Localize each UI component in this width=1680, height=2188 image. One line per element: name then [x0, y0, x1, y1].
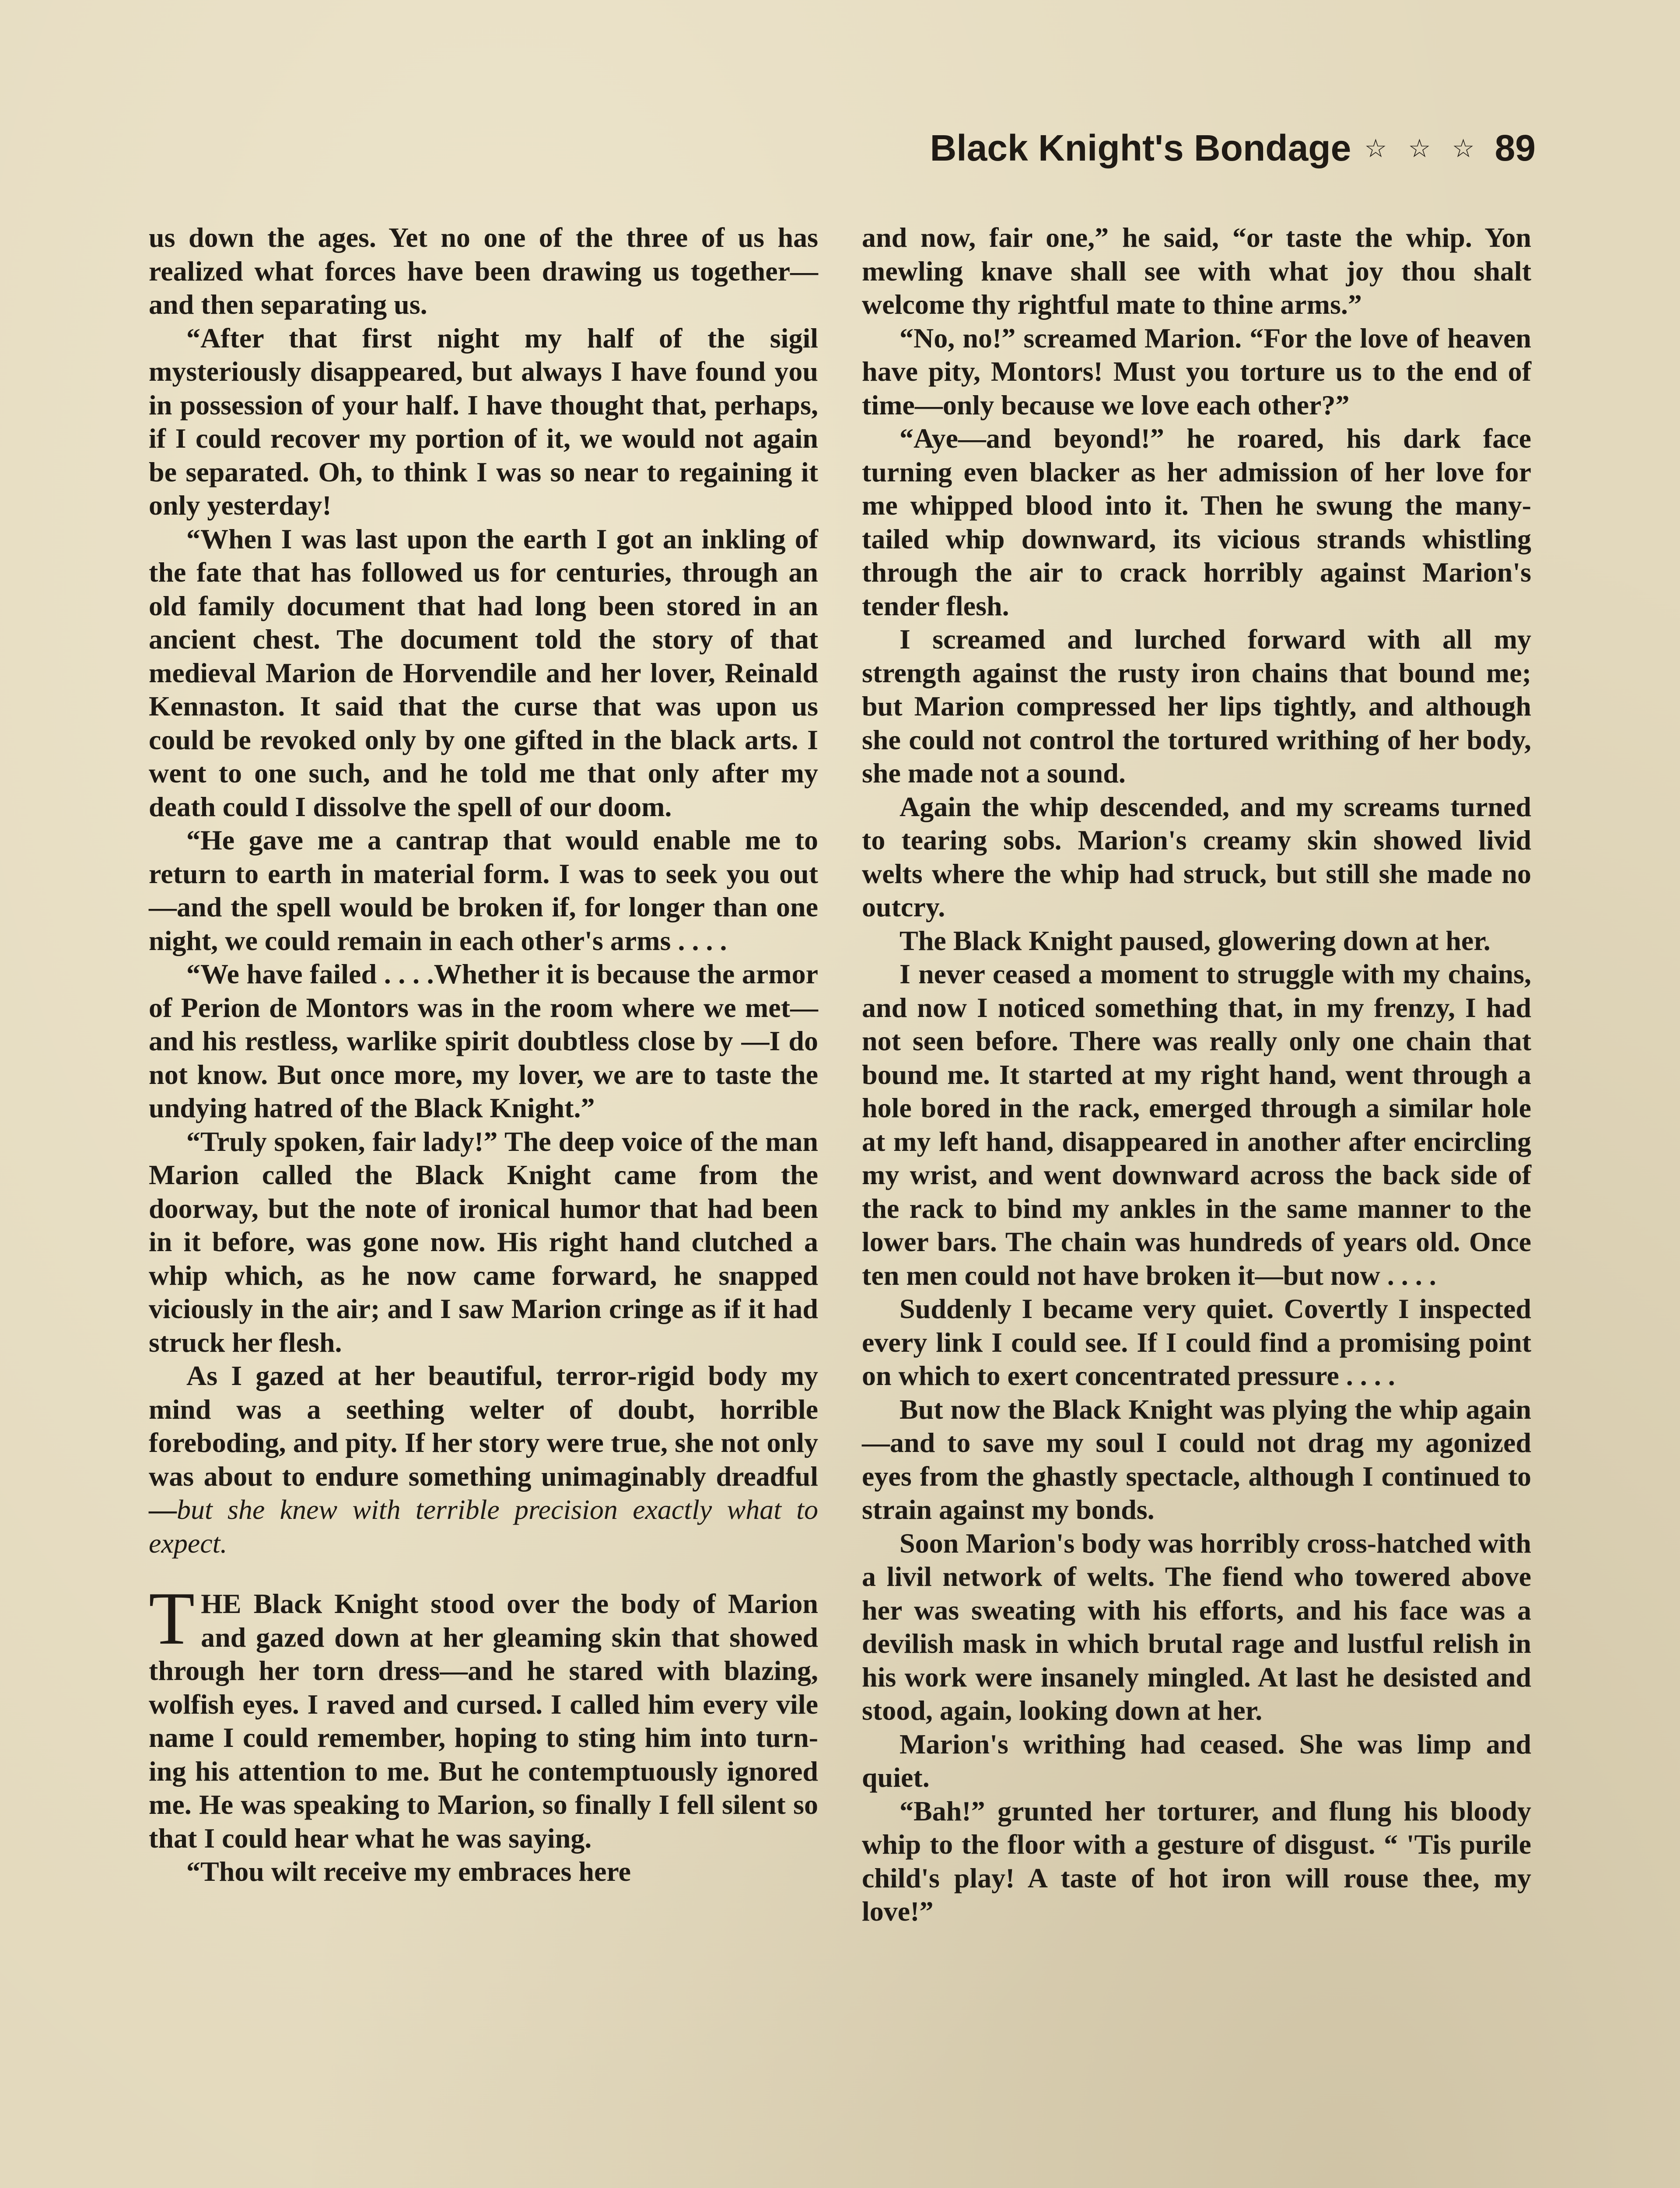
story-title: Black Knight's Bondage	[930, 127, 1351, 168]
running-head	[930, 127, 1536, 169]
paragraph: “Truly spoken, fair lady!” The deep voice of the man Marion called the Black Knight came from the doorway, but the note of ironical humor that had been in it before, was gone now. His right hand clutched a whip which, as he now came forward, he snapped viciously in the air; and I saw Marion cringe as if it had struck her flesh.	[149, 1126, 818, 1358]
dropcap-paragraph	[149, 1577, 818, 1855]
paragraph: Again the whip descended, and my screams turned to tearing sobs. Marion's creamy skin showed livid welts where the whip had struck, but still she made no outcry.	[862, 791, 1531, 922]
paragraph: But now the Black Knight was plying the whip again—and to save my soul I could not drag my agonized eyes from the ghastly spectacle, although I continued to strain against my bonds.	[862, 1393, 1531, 1525]
page-number: 89	[1494, 127, 1536, 168]
paragraph: “No, no!” screamed Marion. “For the love of heaven have pity, Montors! Must you torture us to the end of time—only because we love each other?”	[862, 322, 1531, 421]
paragraph-text: HE Black Knight stood over the body of Marion and gazed down at her gleaming skin that showed through her torn dress—and he stared with blazing, wolfish eyes. I raved and cursed. I called him every vile name I could remember, hoping to sting him into turning his attention to me. But he contemptuously ignored me. He was speaking to Marion, so finally I fell silent so that I could hear what he was saying.	[149, 1588, 818, 1854]
paragraph: “He gave me a cantrap that would enable me to return to earth in material form. I was to seek you out—and the spell would be broken if, for longer than one night, we could remain in each other's arms . . . .	[149, 824, 818, 956]
paragraph: The Black Knight paused, glowering down at her.	[900, 925, 1491, 956]
paragraph: us down the ages. Yet no one of the three of us has realized what forces have been drawing us together—and then separating us.	[149, 222, 818, 320]
star-ornaments: ☆ ☆ ☆	[1364, 134, 1482, 163]
paragraph: “Aye—and beyond!” he roared, his dark face turning even blacker as her admission of her love for me whipped blood into it. Then he swung the many-tailed whip downward, its vicious strands whistling through the air to crack horribly against Marion's tender flesh.	[862, 423, 1531, 621]
paragraph: “Thou wilt receive my embraces here	[186, 1856, 631, 1887]
left-column	[149, 221, 818, 1889]
paragraph: I never ceased a moment to struggle with my chains, and now I noticed something that, in my frenzy, I had not seen before. There was really only one chain that bound me. It started at my right hand, went through a hole bored in the rack, emerged through a similar hole at my left hand, disappeared in another after encircling my wrist, and went downward across the back side of the rack to bind my ankles in the same manner to the lower bars. The chain was hundreds of years old. Once ten men could not have broken it—but now . . . .	[862, 958, 1531, 1291]
paragraph: Marion's writhing had ceased. She was limp and quiet.	[862, 1728, 1531, 1793]
paragraph: Soon Marion's body was horribly cross-hatched with a livil network of welts. The fiend who towered above her was sweating with his efforts, and his face was a devilish mask in which brutal rage and lustful relish in his work were insanely mingled. At last he desisted and stood, again, looking down at her.	[862, 1527, 1531, 1726]
paragraph	[149, 1359, 818, 1560]
paragraph: and now, fair one,” he said, “or taste the whip. Yon mewling knave shall see with what joy thou shalt welcome thy rightful mate to thine arms.”	[862, 222, 1531, 320]
section-break	[149, 1560, 818, 1587]
right-column	[862, 221, 1531, 1929]
paragraph: I screamed and lurched forward with all my strength against the rusty iron chains that bound me; but Marion compressed her lips tightly, and although she could not control the tortured writhing of her body, she made not a sound.	[862, 624, 1531, 789]
paragraph: “We have failed . . . .Whether it is because the armor of Perion de Montors was in the room where we met—and his restless, warlike spirit doubtless close by —I do not know. But once more, my lover, we are to taste the undying hatred of the Black Knight.”	[149, 958, 818, 1123]
paragraph: “When I was last upon the earth I got an inkling of the fate that has followed us for centuries, through an old family document that had long been stored in an ancient chest. The document told the story of that medieval Marion de Horvendile and her lover, Reinald Kennaston. It said that the curse that was upon us could be revoked only by one gifted in the black arts. I went to one such, and he told me that only after my death could I dissolve the spell of our doom.	[149, 523, 818, 822]
paragraph-text: As I gazed at her beautiful, terror-rigid body my mind was a seething welter of doubt, horrible foreboding, and pity. If her story were true, she not only was about to endure something unimaginably dreadful—	[149, 1360, 818, 1525]
paragraph: “After that first night my half of the sigil mysteriously disappeared, but always I have found you in possession of your half. I have thought that, perhaps, if I could recover my portion of it, we would not again be separated. Oh, to think I was so near to regaining it only yesterday!	[149, 322, 818, 521]
italic-text: but she knew with terrible precision exactly what to expect.	[149, 1494, 818, 1559]
paragraph: Suddenly I became very quiet. Covertly I inspected every link I could see. If I could find a promising point on which to exert concentrated pressure . . . .	[862, 1293, 1531, 1391]
drop-cap: T	[149, 1577, 195, 1660]
paragraph: “Bah!” grunted her torturer, and flung his bloody whip to the floor with a gesture of disgust. “ 'Tis purile child's play! A taste of hot iron will rouse thee, my love!”	[862, 1795, 1531, 1927]
